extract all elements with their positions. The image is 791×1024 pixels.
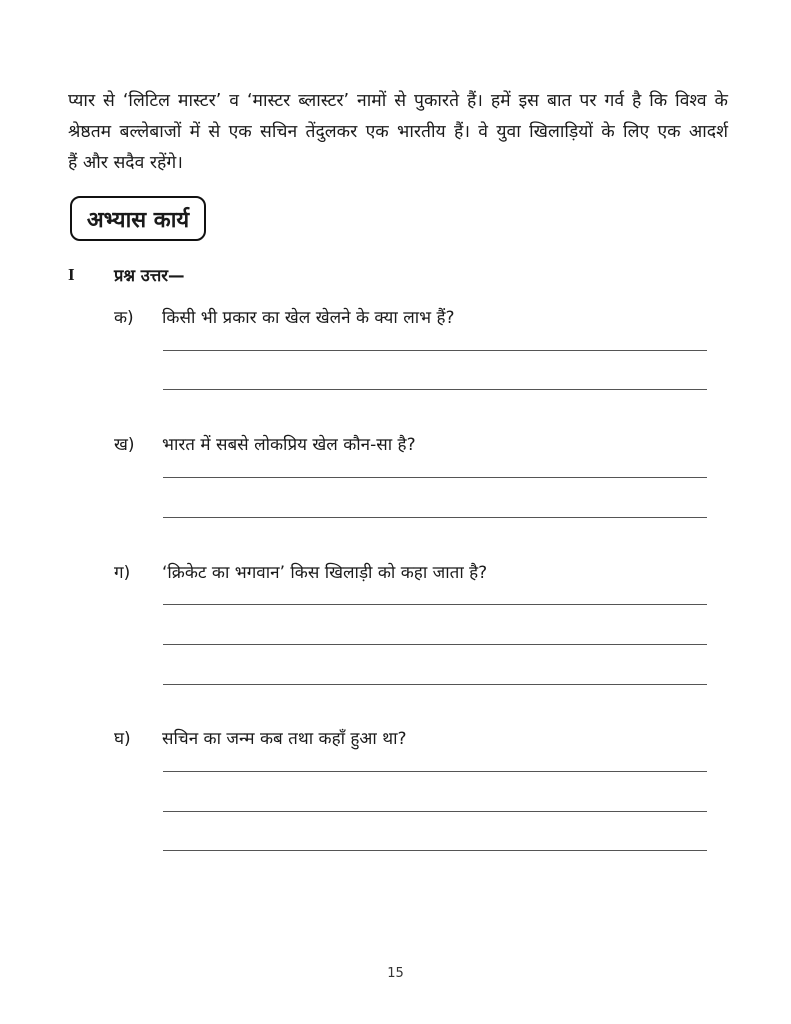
answer-line[interactable] <box>163 811 707 812</box>
page-number: 15 <box>387 966 404 981</box>
question-label: क) <box>114 308 134 328</box>
question-text: भारत में सबसे लोकप्रिय खेल कौन-सा है? <box>162 435 416 455</box>
intro-paragraph <box>68 86 728 179</box>
paragraph-line: प्यार से ‘लिटिल मास्टर’ व ‘मास्टर ब्लास्टर’ नामों से पुकारते हैं। हमें इस बात पर गर्व है कि विश्व के <box>68 91 728 111</box>
question-text: ‘क्रिकेट का भगवान’ किस खिलाड़ी को कहा जाता है? <box>162 563 488 583</box>
question-text: किसी भी प्रकार का खेल खेलने के क्या लाभ हैं? <box>162 308 455 328</box>
question-label: ग) <box>114 563 131 583</box>
answer-line[interactable] <box>163 604 707 605</box>
answer-line[interactable] <box>163 771 707 772</box>
answer-line[interactable] <box>163 477 707 478</box>
answer-line[interactable] <box>163 389 707 390</box>
section-title: प्रश्न उत्तर— <box>114 266 185 285</box>
question-label: ख) <box>114 435 135 455</box>
section-number: I <box>68 264 75 284</box>
answer-line[interactable] <box>163 350 707 351</box>
answer-line[interactable] <box>163 850 707 851</box>
answer-line[interactable] <box>163 644 707 645</box>
paragraph-line: हैं और सदैव रहेंगे। <box>68 153 183 173</box>
paragraph-line: श्रेष्ठतम बल्लेबाजों में से एक सचिन तेंदुलकर एक भारतीय हैं। वे युवा खिलाड़ियों के लिए एक आदर्श <box>68 122 728 142</box>
answer-line[interactable] <box>163 684 707 685</box>
question-label: घ) <box>114 729 131 749</box>
question-text: सचिन का जन्म कब तथा कहाँ हुआ था? <box>162 729 407 749</box>
answer-line[interactable] <box>163 517 707 518</box>
exercise-heading: अभ्यास कार्य <box>70 196 206 241</box>
section-header <box>68 263 185 286</box>
